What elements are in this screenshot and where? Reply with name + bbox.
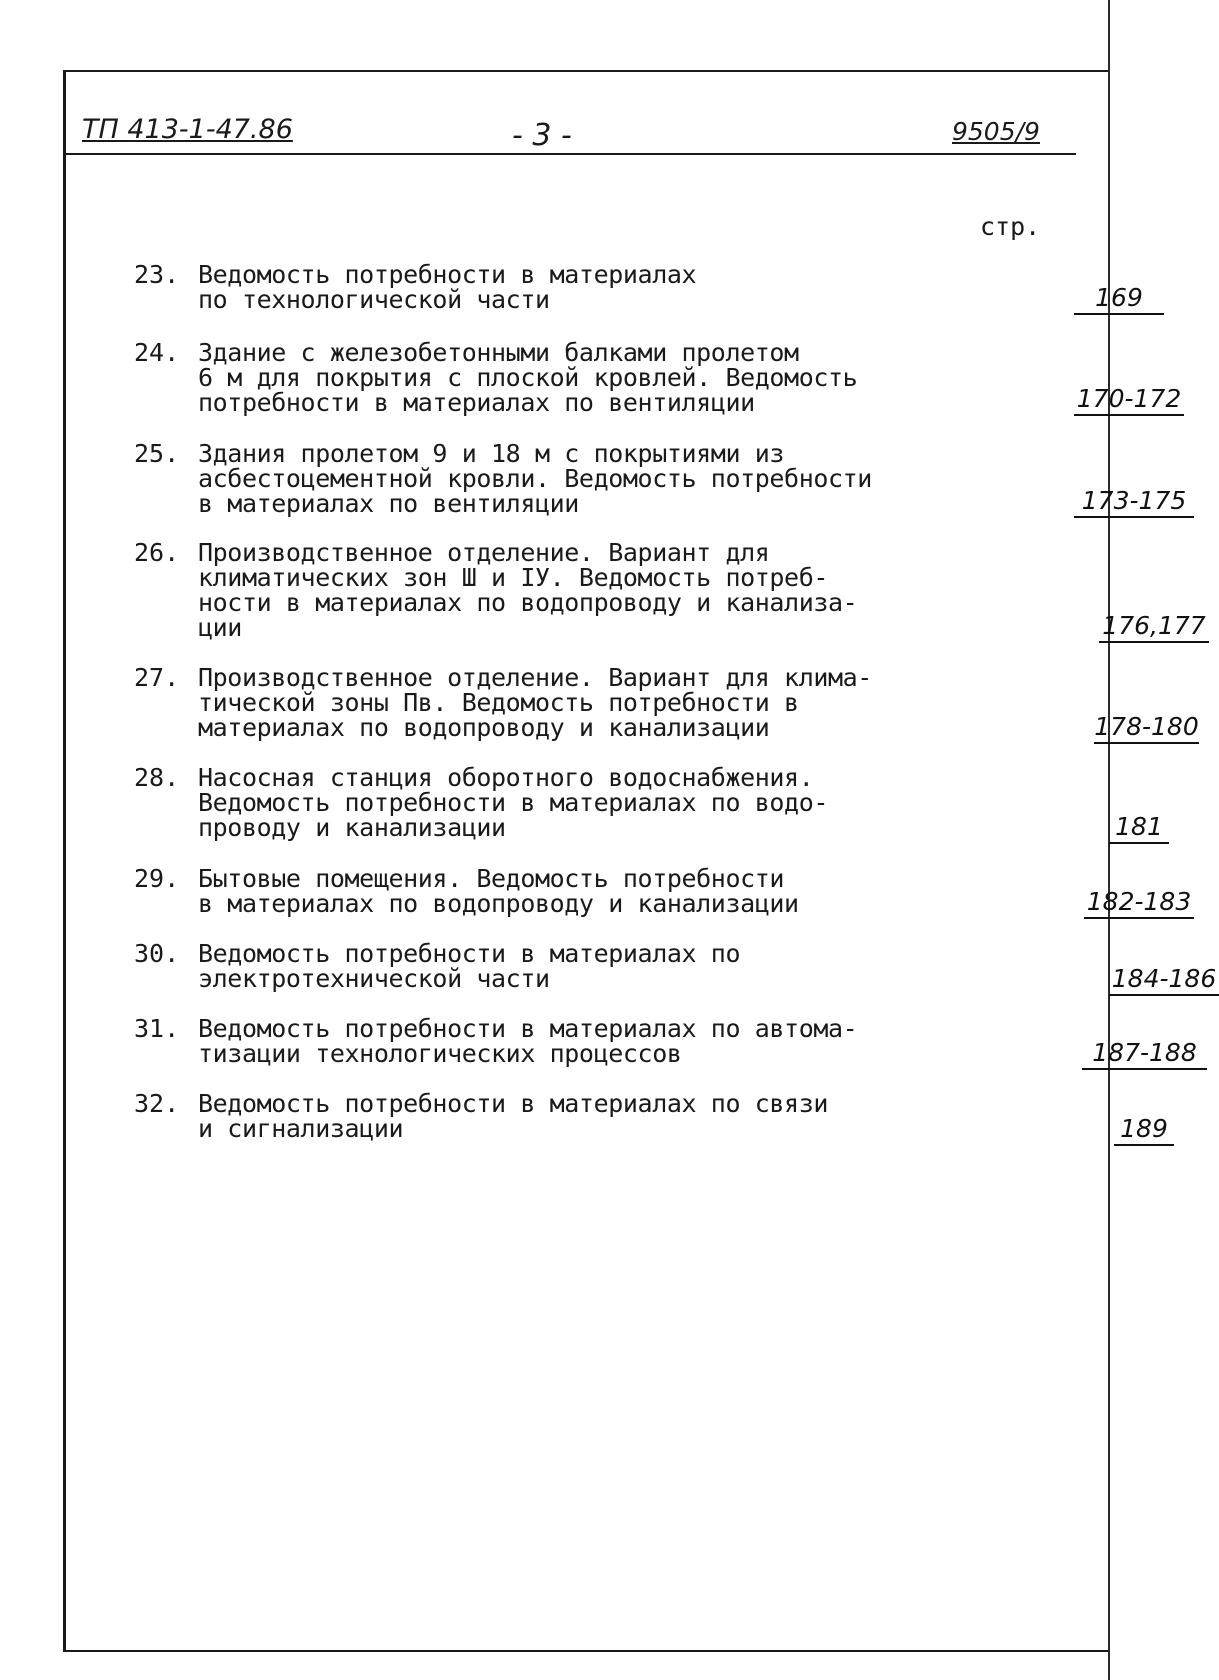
entry-title: Здание с железобетонными балками пролетом 6 м для покрытия с плоской кровлей. Ведомость потребности в материалах по вентиляции — [198, 338, 858, 417]
entry-pages: 173-175 — [1074, 487, 1194, 518]
entry-pages: 182-183 — [1084, 888, 1194, 919]
entry-title: Ведомость потребности в материалах по автома- тизации технологических процессов — [198, 1014, 858, 1068]
entry-number: 26. — [134, 538, 180, 567]
sheet-number: 9505/9 — [952, 117, 1040, 146]
entry-pages: 169 — [1074, 284, 1164, 315]
entry-pages: 189 — [1114, 1115, 1174, 1146]
entry-pages: 181 — [1109, 813, 1169, 844]
page-number: - 3 - — [512, 118, 572, 153]
entry-number: 25. — [134, 439, 180, 468]
entry-title: Ведомость потребности в материалах по технологической части — [198, 260, 697, 314]
entry-title: Ведомость потребности в материалах по связи и сигнализации — [198, 1089, 829, 1143]
entry-number: 32. — [134, 1089, 180, 1118]
entry-title: Производственное отделение. Вариант для клима- тической зоны Пв. Ведомость потребности в материалах по водопроводу и канализации — [198, 663, 872, 742]
entry-number: 28. — [134, 763, 180, 792]
entry-title: Насосная станция оборотного водоснабжения. Ведомость потребности в материалах по водо- проводу и канализации — [198, 763, 829, 842]
document-code: ТП 413-1-47.86 — [82, 114, 293, 145]
entry-pages: 176,177 — [1099, 612, 1209, 643]
entry-pages: 170-172 — [1074, 385, 1184, 416]
entry-number: 24. — [134, 338, 180, 367]
entry-pages: 187-188 — [1082, 1039, 1207, 1070]
header-divider — [66, 153, 1076, 155]
entry-number: 30. — [134, 939, 180, 968]
entry-number: 27. — [134, 663, 180, 692]
entry-number: 29. — [134, 864, 180, 893]
entry-title: Здания пролетом 9 и 18 м с покрытиями из асбестоцементной кровли. Ведомость потребности в материалах по вентиляции — [198, 439, 872, 518]
entry-number: 31. — [134, 1014, 180, 1043]
entry-pages: 184-186 — [1109, 965, 1219, 996]
entry-title: Бытовые помещения. Ведомость потребности в материалах по водопроводу и канализации — [198, 864, 799, 918]
entry-pages: 178-180 — [1094, 713, 1199, 744]
entry-title: Ведомость потребности в материалах по электротехнической части — [198, 939, 741, 993]
entry-title: Производственное отделение. Вариант для климатических зон Ш и IУ. Ведомость потреб- ности в материалах по водопроводу и канализа- ции — [198, 538, 858, 642]
page-column-heading: стр. — [980, 212, 1041, 241]
entry-number: 23. — [134, 260, 180, 289]
